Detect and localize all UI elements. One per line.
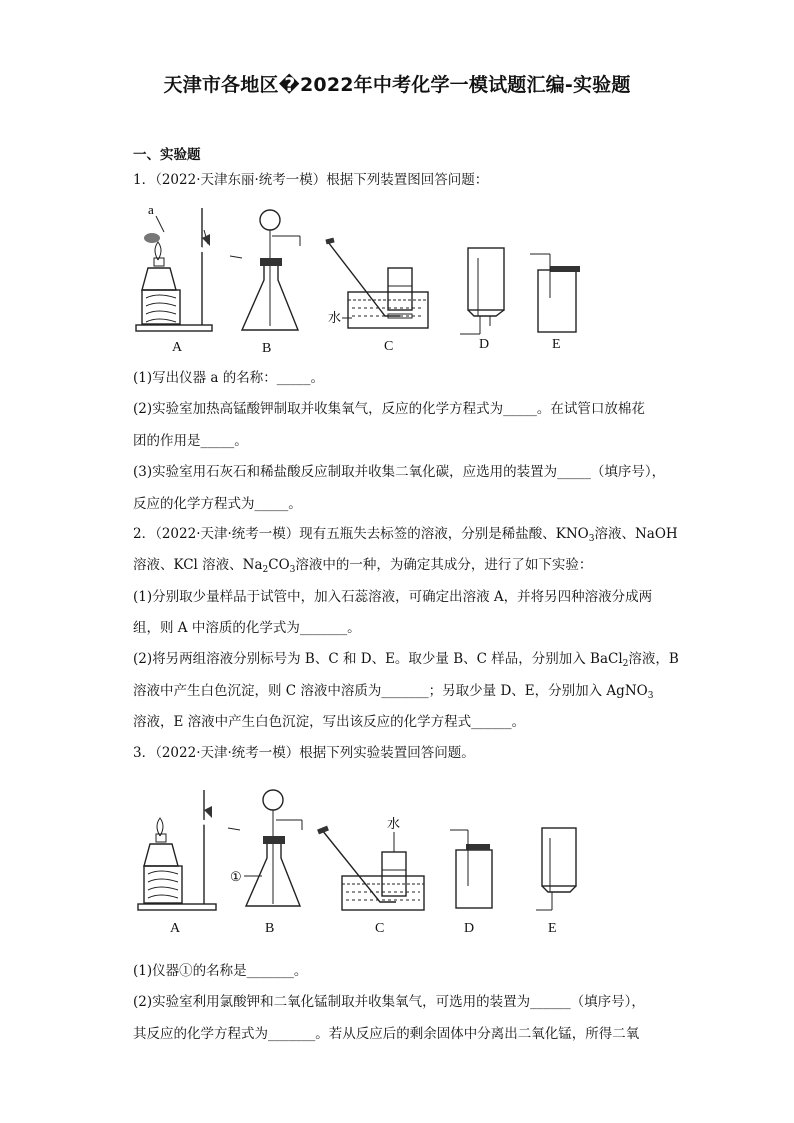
q1-label-water: 水 [328, 311, 342, 326]
q2-line3: (1)分别取少量样品于试管中，加入石蕊溶液，可确定出溶液 A，并将另四种溶液分成两 [133, 589, 653, 605]
q2-line4: 组，则 A 中溶质的化学式为_______。 [133, 620, 361, 636]
q3-part1: (1)仪器①的名称是_______。 [133, 963, 308, 979]
q1-caption-d: D [479, 337, 490, 352]
q1-apparatus-figure [130, 198, 590, 338]
section-heading: 一、实验题 [133, 147, 201, 163]
q3-part2-line2: 其反应的化学方程式为_______。若从反应后的剩余固体中分离出二氧化锰，所得二氧 [133, 1026, 640, 1042]
q3-caption-a: A [170, 921, 181, 936]
q3-caption-d: D [464, 921, 475, 936]
q1-part2-line1: (2)实验室加热高锰酸钾制取并收集氧气，反应的化学方程式为_____。在试管口放棉花 [133, 401, 645, 417]
q3-apparatus-e [536, 828, 576, 910]
q1-part1: (1)写出仪器 a 的名称：_____。 [133, 370, 325, 386]
q2-line6: 溶液中产生白色沉淀，则 C 溶液中溶质为_______；另取少量 D、E，分别加入 AgNO$_3$ [133, 683, 654, 701]
q1-stem: 1．（2022·天津东丽·统考一模）根据下列装置图回答问题： [133, 172, 489, 188]
q3-apparatus-c [318, 828, 424, 910]
q3-label-water: 水 [387, 817, 401, 832]
q3-apparatus-a [138, 790, 240, 910]
q1-part3-line1: (3)实验室用石灰石和稀盐酸反应制取并收集二氧化碳，应选用的装置为_____（填序号）， [133, 464, 666, 480]
q3-stem: 3．（2022·天津·统考一模）根据下列实验装置回答问题。 [133, 745, 475, 761]
q1-part2-line2: 团的作用是_____。 [133, 433, 248, 449]
q3-caption-e: E [548, 921, 557, 936]
q3-apparatus-d [450, 830, 492, 908]
q3-label-circle: ① [230, 870, 242, 885]
q1-caption-e: E [552, 337, 561, 352]
q3-part2-line1: (2)实验室利用氯酸钾和二氧化锰制取并收集氧气，可选用的装置为______（填序号）， [133, 994, 645, 1010]
q1-apparatus-e [530, 254, 580, 332]
q1-apparatus-d [460, 248, 504, 334]
q1-label-a: a [148, 202, 154, 217]
q1-apparatus-c [326, 240, 428, 328]
q1-apparatus-a [136, 208, 242, 331]
q1-part3-line2: 反应的化学方程式为_____。 [133, 496, 302, 512]
q2-line1: 2．（2022·天津·统考一模）现有五瓶失去标签的溶液，分别是稀盐酸、$KNO_3$溶液、NaOH [133, 526, 678, 544]
page-title: 天津市各地区�2022年中考化学一模试题汇编-实验题 [163, 74, 631, 96]
q1-caption-c: C [384, 339, 394, 354]
q2-line5: (2)将另两组溶液分别标号为 B、C 和 D、E。取少量 B、C 样品，分别加入 BaCl$_2$溶液，B [133, 651, 679, 669]
q2-line2: 溶液、KCl 溶液、$Na_2CO_3$溶液中的一种，为确定其成分，进行了如下实验： [133, 557, 593, 575]
q3-apparatus-b [244, 790, 302, 906]
q1-caption-b: B [262, 341, 272, 356]
q1-caption-a: A [172, 340, 183, 355]
q3-caption-b: B [265, 921, 275, 936]
q3-caption-c: C [375, 921, 385, 936]
q2-line7: 溶液，E 溶液中产生白色沉淀，写出该反应的化学方程式______。 [133, 714, 526, 730]
q1-apparatus-b [242, 210, 300, 330]
q3-apparatus-figure [132, 780, 592, 920]
